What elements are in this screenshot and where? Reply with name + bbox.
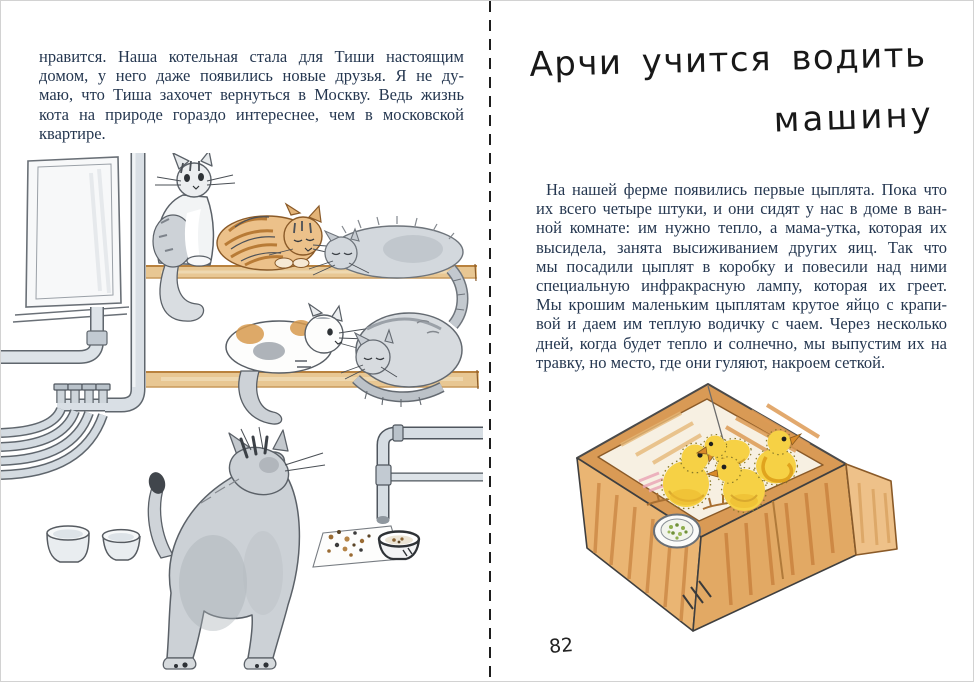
page-fold-dashed-divider <box>489 1 491 682</box>
text-line: ной комнате: им нужно тепло, а мама-утка, которая их <box>536 218 947 238</box>
chapter-title-line1: Арчи учится водить <box>529 35 928 85</box>
gray-curled-cat <box>341 313 462 407</box>
text-line: дней, когда будет тепло и солнечно, мы выпустим их на <box>536 333 947 353</box>
faucet-pipe <box>376 425 483 524</box>
text-line: специальную инфракрасную лампу, которая их греет. <box>536 276 947 296</box>
page-number: 82 <box>548 633 575 659</box>
left-page-paragraph <box>39 47 464 143</box>
calico-cat <box>226 304 367 424</box>
text-line: их всего четыре штуки, и они сидят у нас в доме в ван- <box>536 199 947 219</box>
tabby-curled-cat <box>217 204 341 270</box>
food-bowl <box>379 532 419 560</box>
text-line: кота на природе гораздо интереснее, чем в московской <box>39 104 464 124</box>
boiler-tank <box>13 157 129 322</box>
pipe-manifold <box>1 384 110 475</box>
chapter-title <box>529 35 935 141</box>
text-line: домом, у него даже появились новые друзья. Я не ду- <box>39 66 464 86</box>
text-line: вой и даем им теплую водичку с чаем. Через несколько <box>536 314 947 334</box>
water-bowls <box>47 526 140 562</box>
standing-cat <box>146 427 325 669</box>
text-line: нравится. Наша котельная стала для Тиши настоящим <box>39 47 464 66</box>
text-line: На нашей ферме появились первые цыплята. Пока что <box>546 180 947 199</box>
text-line: высидела, занята высиживанием других яиц. Так что <box>536 237 947 257</box>
text-line: Мы крошим маленьким цыплятам крутое яйцо с крапи- <box>536 295 947 315</box>
chicks-in-box-illustration <box>541 343 941 643</box>
text-line: квартире. <box>39 123 106 143</box>
boiler-room-illustration <box>1 153 483 682</box>
text-line: маю, что Тиша захочет вернуться в Москву. Ведь жизнь <box>39 85 464 105</box>
feed-dish <box>654 515 700 548</box>
text-line: травку, но место, где они гуляют, накроем сеткой. <box>536 352 886 372</box>
chapter-title-line2: машину <box>773 95 935 141</box>
text-line: мы посадили цыплят в коробку и повесили над ними <box>536 256 947 276</box>
